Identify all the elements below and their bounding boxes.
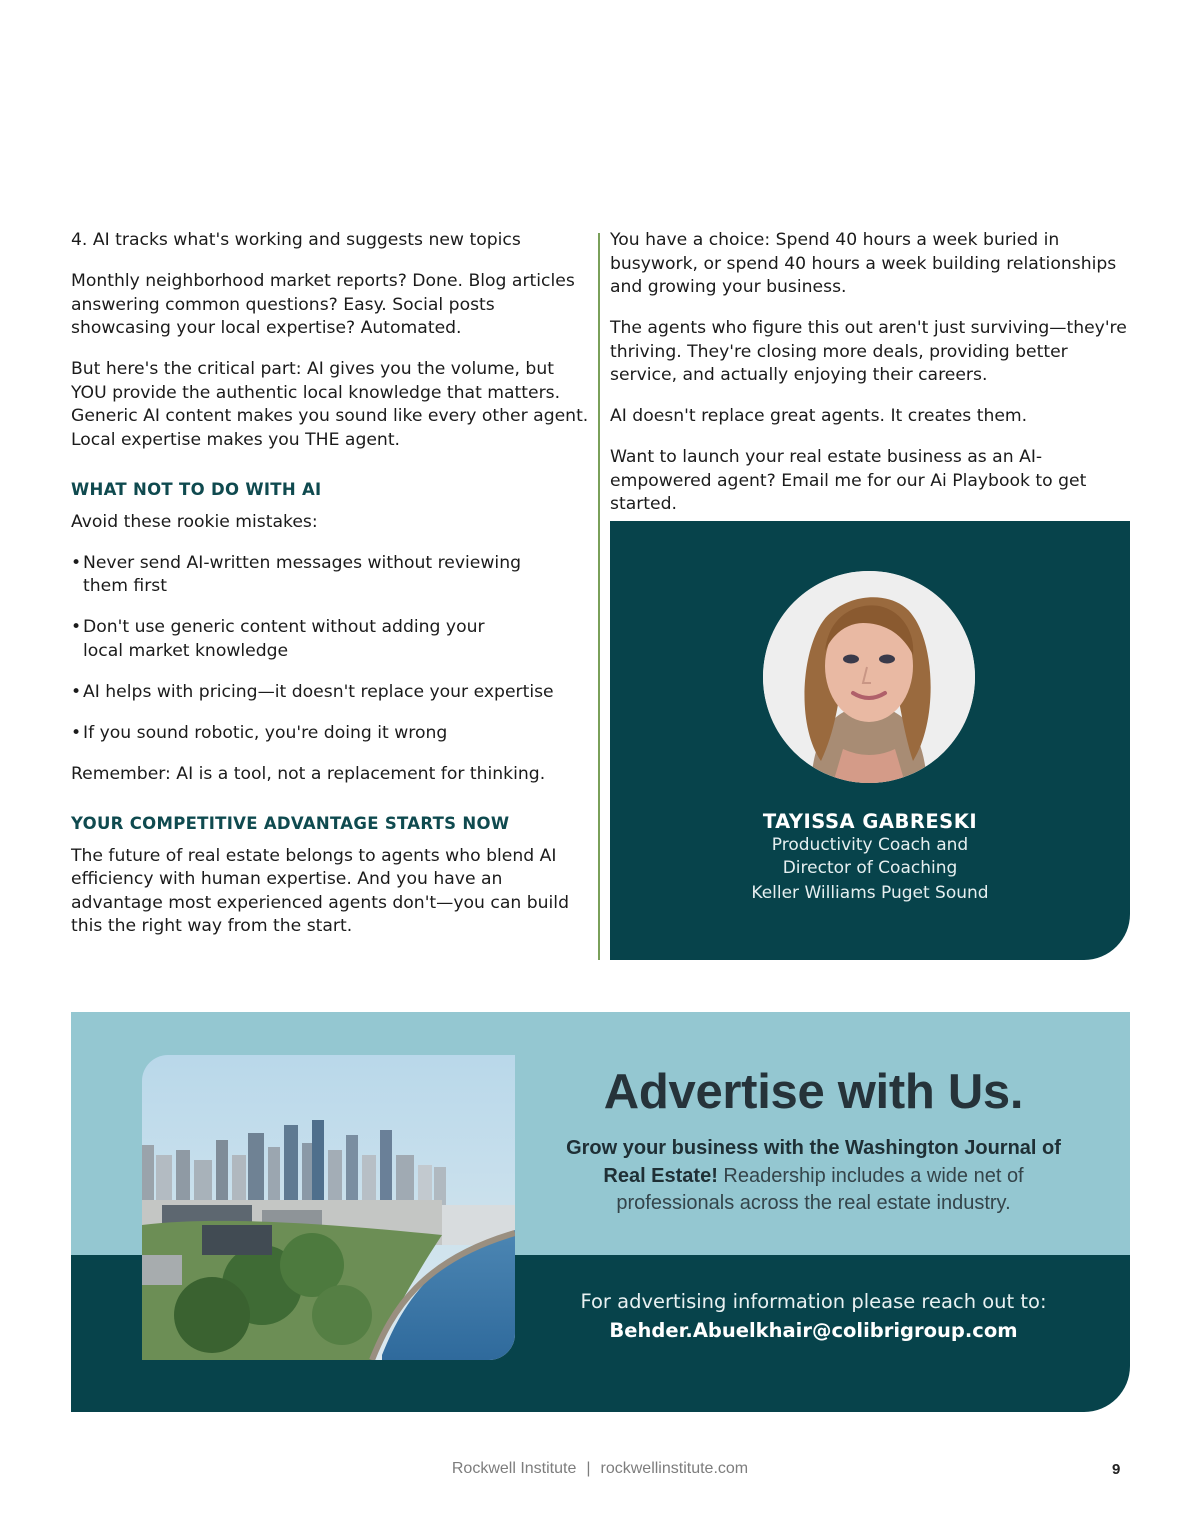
page-number: 9 xyxy=(1112,1461,1121,1478)
author-name: TAYISSA GABRESKI xyxy=(762,810,978,833)
footer-separator: | xyxy=(586,1460,591,1477)
paragraph: The future of real estate belongs to agents who blend AI efficiency with human expertise. And you have an advantage most experienced agents don't—you can build this the right way from the start. xyxy=(71,845,569,936)
list-item xyxy=(71,722,589,746)
list-item-text: AI helps with pricing—it doesn't replace your expertise xyxy=(83,681,554,702)
paragraph: But here's the critical part: AI gives you the volume, but YOU provide the authentic local knowledge that matters. Generic AI content makes you sound like every other agent. Local expertise makes you THE agent. xyxy=(71,359,589,450)
ad-description-bold: Grow your business with the Washington Journal of Real Estate! xyxy=(566,1137,1061,1187)
bullet-icon: • xyxy=(71,722,82,743)
ad-contact-line: For advertising information please reach out to: xyxy=(580,1290,1047,1313)
paragraph: Monthly neighborhood market reports? Done. Blog articles answering common questions? Easy. Social posts showcasing your local expertise? Automated. xyxy=(71,271,575,338)
column-divider xyxy=(598,233,600,960)
skyline-illustration xyxy=(142,1055,515,1360)
paragraph: Want to launch your real estate business as an AI-empowered agent? Email me for our Ai Playbook to get started. xyxy=(610,447,1087,514)
footer-website-link[interactable]: rockwellinstitute.com xyxy=(600,1460,749,1477)
ad-description xyxy=(551,1135,1076,1218)
city-skyline-photo xyxy=(142,1055,515,1360)
list-item-text: Never send AI-written messages without reviewing them first xyxy=(83,552,521,596)
intro-line: 4. AI tracks what's working and suggests new topics xyxy=(71,230,521,250)
section-heading-competitive-advantage: YOUR COMPETITIVE ADVANTAGE STARTS NOW xyxy=(71,814,510,833)
author-photo xyxy=(763,571,975,783)
ad-description-rest: Readership includes a wide net of professionals across the real estate industry. xyxy=(616,1164,1024,1214)
list-item xyxy=(71,552,589,599)
ad-email-link[interactable]: Behder.Abuelkhair@colibrigroup.com xyxy=(609,1319,1018,1342)
footer-publisher: Rockwell Institute xyxy=(451,1460,577,1477)
bullet-icon: • xyxy=(71,681,82,702)
author-company: Keller Williams Puget Sound xyxy=(751,883,989,903)
lead-text: Avoid these rookie mistakes: xyxy=(71,511,318,532)
remember-text: Remember: AI is a tool, not a replacement for thinking. xyxy=(71,763,546,784)
ad-title: Advertise with Us. xyxy=(603,1065,1024,1119)
bullet-icon: • xyxy=(71,552,82,573)
author-profile-card xyxy=(610,521,1130,960)
section-heading-what-not-to-do: WHAT NOT TO DO WITH AI xyxy=(71,480,322,499)
portrait-illustration xyxy=(763,571,975,783)
list-item-text: If you sound robotic, you're doing it wrong xyxy=(83,722,448,743)
page-footer xyxy=(0,1460,1200,1478)
list-item xyxy=(71,681,589,705)
author-role: Productivity Coach and Director of Coaching xyxy=(771,835,969,878)
paragraph: You have a choice: Spend 40 hours a week buried in busywork, or spend 40 hours a week building relationships and growing your business. xyxy=(610,230,1117,297)
paragraph: The agents who figure this out aren't just surviving—they're thriving. They're closing more deals, providing better service, and actually enjoying their careers. xyxy=(610,318,1127,385)
left-column xyxy=(71,229,589,956)
paragraph: AI doesn't replace great agents. It creates them. xyxy=(610,406,1028,426)
advertise-banner xyxy=(71,1012,1130,1412)
bullet-icon: • xyxy=(71,617,82,637)
list-item-text: Don't use generic content without adding your local market knowledge xyxy=(83,617,485,661)
list-item xyxy=(71,616,589,663)
right-column xyxy=(610,229,1132,534)
